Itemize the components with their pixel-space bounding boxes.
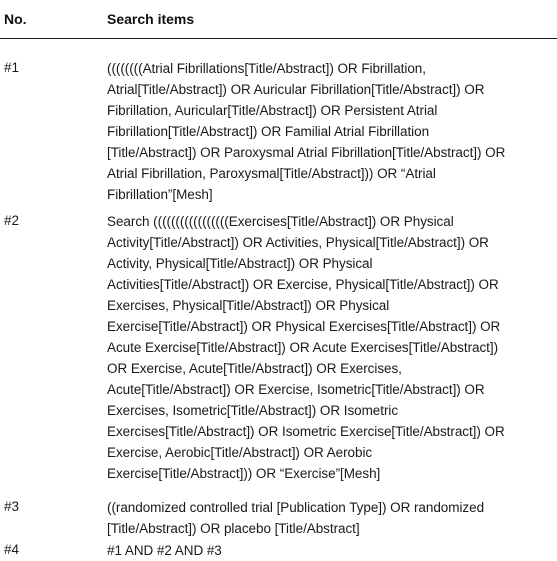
search-item-line: ((randomized controlled trial [Publication Type]) OR randomized [107,500,485,515]
table-header-row [0,0,557,39]
search-item-line: Exercise[Title/Abstract])) OR “Exercise”[Mesh] [107,466,381,481]
search-item-line: Atrial[Title/Abstract]) OR Auricular Fibrillation[Title/Abstract]) OR [107,82,485,97]
search-item-line: Activity[Title/Abstract]) OR Activities, Physical[Title/Abstract]) OR [107,235,489,250]
search-item-line: Exercises[Title/Abstract]) OR Isometric Exercise[Title/Abstract]) OR [107,424,505,439]
search-item-line: Activity, Physical[Title/Abstract]) OR Physical [107,256,373,271]
search-item-line: Exercise[Title/Abstract]) OR Physical Exercises[Title/Abstract]) OR [107,319,501,334]
search-item-line: Exercises, Isometric[Title/Abstract]) OR Isometric [107,403,399,418]
row-number: #1 [4,60,20,75]
search-item-line: [Title/Abstract]) OR Paroxysmal Atrial Fibrillation[Title/Abstract]) OR [107,145,506,160]
search-item-line: Exercise, Aerobic[Title/Abstract]) OR Aerobic [107,445,373,460]
search-item-line: OR Exercise, Acute[Title/Abstract]) OR Exercises, [107,361,402,376]
search-item-line: Fibrillation, Auricular[Title/Abstract]) OR Persistent Atrial [107,103,438,118]
search-item-line: [Title/Abstract]) OR placebo [Title/Abstract] [107,521,360,536]
search-item-line: Exercises, Physical[Title/Abstract]) OR Physical [107,298,390,313]
search-item-line: Atrial Fibrillation, Paroxysmal[Title/Abstract])) OR “Atrial [107,166,436,181]
row-number: #4 [4,542,20,557]
search-item-line: Search (((((((((((((((((Exercises[Title/Abstract]) OR Physical [107,214,454,229]
row-number: #2 [4,213,20,228]
search-item-line: Acute[Title/Abstract]) OR Exercise, Isometric[Title/Abstract]) OR [107,382,485,397]
search-item-line: ((((((((Atrial Fibrillations[Title/Abstract]) OR Fibrillation, [107,61,426,76]
search-item-text [107,58,555,205]
search-item-text [107,211,555,484]
row-number: #3 [4,499,20,514]
header-search-items: Search items [107,11,195,27]
search-item-line: Acute Exercise[Title/Abstract]) OR Acute Exercises[Title/Abstract]) [107,340,499,355]
header-no: No. [4,11,27,27]
search-item-text [107,497,555,539]
search-item-line: Fibrillation[Title/Abstract]) OR Familial Atrial Fibrillation [107,124,430,139]
search-item-line: Fibrillation”[Mesh] [107,187,213,202]
search-item-line: Activities[Title/Abstract]) OR Exercise, Physical[Title/Abstract]) OR [107,277,499,292]
search-item-line: #1 AND #2 AND #3 [107,543,222,558]
